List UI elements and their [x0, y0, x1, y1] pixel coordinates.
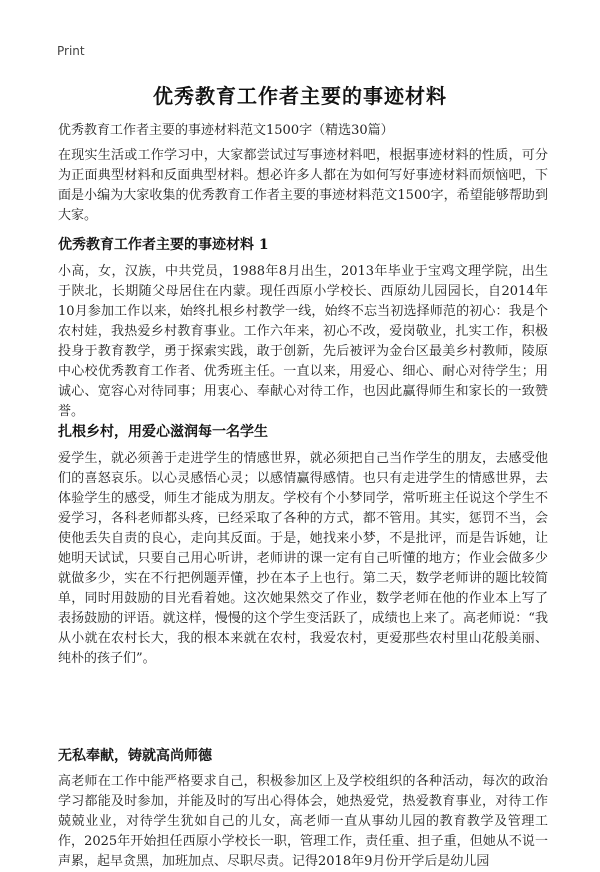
- section-body-3: 高老师在工作中能严格要求自己，积极参加区上及学校组织的各种活动，每次的政治学习都能及时参加，并能及时的写出心得体会，她热爱党，热爱教育事业，对待工作兢兢业业，对待学生犹如自己的儿女，高老师一直从事幼儿园的教育教学及管理工作，2025年开始担任西原小学校长一职，管理工作，责任重、担子重，但她从不说一声累，起早贪黑，加班加点、尽职尽责。记得2018年9月份开学后是幼儿园: [58, 774, 548, 869]
- section-body-2: 爱学生，就必须善于走进学生的情感世界，就必须把自己当作学生的朋友，去感受他们的喜怒哀乐。以心灵感悟心灵；以感情赢得感情。也只有走进学生的情感世界，去体验学生的感受，师生才能成为朋友。学校有个小梦同学，常听班主任说这个学生不爱学习，各科老师都头疼，已经采取了各种的方式，都不管用。其实，惩罚不当，会使他丢失自责的良心，走向其反面。于是，她找来小梦，不是批评，而是告诉她，让她明天试试，只要自己用心听讲，老师讲的课一定有自己听懂的地方；作业会做多少就做多少，实在不行把例题弄懂，抄在本子上也行。第二天，数学老师讲的题比较简单，同时用鼓励的目光看着她。这次她果然交了作业，数学老师在他的作业本上写了表扬鼓励的评语。就这样，慢慢的这个学生变活跃了，成绩也上来了。高老师说：“我从小就在农村长大，我的根本来就在农村，我爱农村，更爱那些农村里山花般美丽、纯朴的孩子们”。: [58, 451, 548, 666]
- section-heading-1: 优秀教育工作者主要的事迹材料 1: [58, 237, 269, 253]
- intro-paragraph: 在现实生活或工作学习中，大家都尝试过写事迹材料吧，根据事迹材料的性质，可分为正面典型材料和反面典型材料。想必许多人都在为如何写好事迹材料而烦恼吧，下面是小编为大家收集的优秀教育工作者主要的事迹材料范文1500字，希望能够帮助到大家。: [58, 148, 548, 223]
- section-heading-3: 无私奉献，铸就高尚师德: [58, 748, 212, 764]
- section-heading-2: 扎根乡村，用爱心滋润每一名学生: [58, 424, 268, 440]
- print-link[interactable]: Print: [57, 44, 85, 58]
- section-body-1: 小高，女，汉族，中共党员，1988年8月出生，2013年毕业于宝鸡文理学院，出生于陕北，长期随父母居住在内蒙。现任西原小学校长、西原幼儿园园长，自2014年10月参加工作以来，始终扎根乡村教学一线，始终不忘当初选择师范的初心：我是个农村娃，我热爱乡村教育事业。工作六年来，初心不改，爱岗敬业，扎实工作，积极投身于教育教学，勇于探索实践，敢于创新，先后被评为金台区最美乡村教师，陵原中心校优秀教育工作者、优秀班主任。一直以来，用爱心、细心、耐心对待学生；用诚心、宽容心对待同事；用衷心、奉献心对待工作，也因此赢得师生和家长的一致赞誉。: [58, 264, 548, 419]
- document-title: 优秀教育工作者主要的事迹材料: [153, 84, 447, 108]
- document-subtitle: 优秀教育工作者主要的事迹材料范文1500字（精选30篇）: [58, 123, 394, 138]
